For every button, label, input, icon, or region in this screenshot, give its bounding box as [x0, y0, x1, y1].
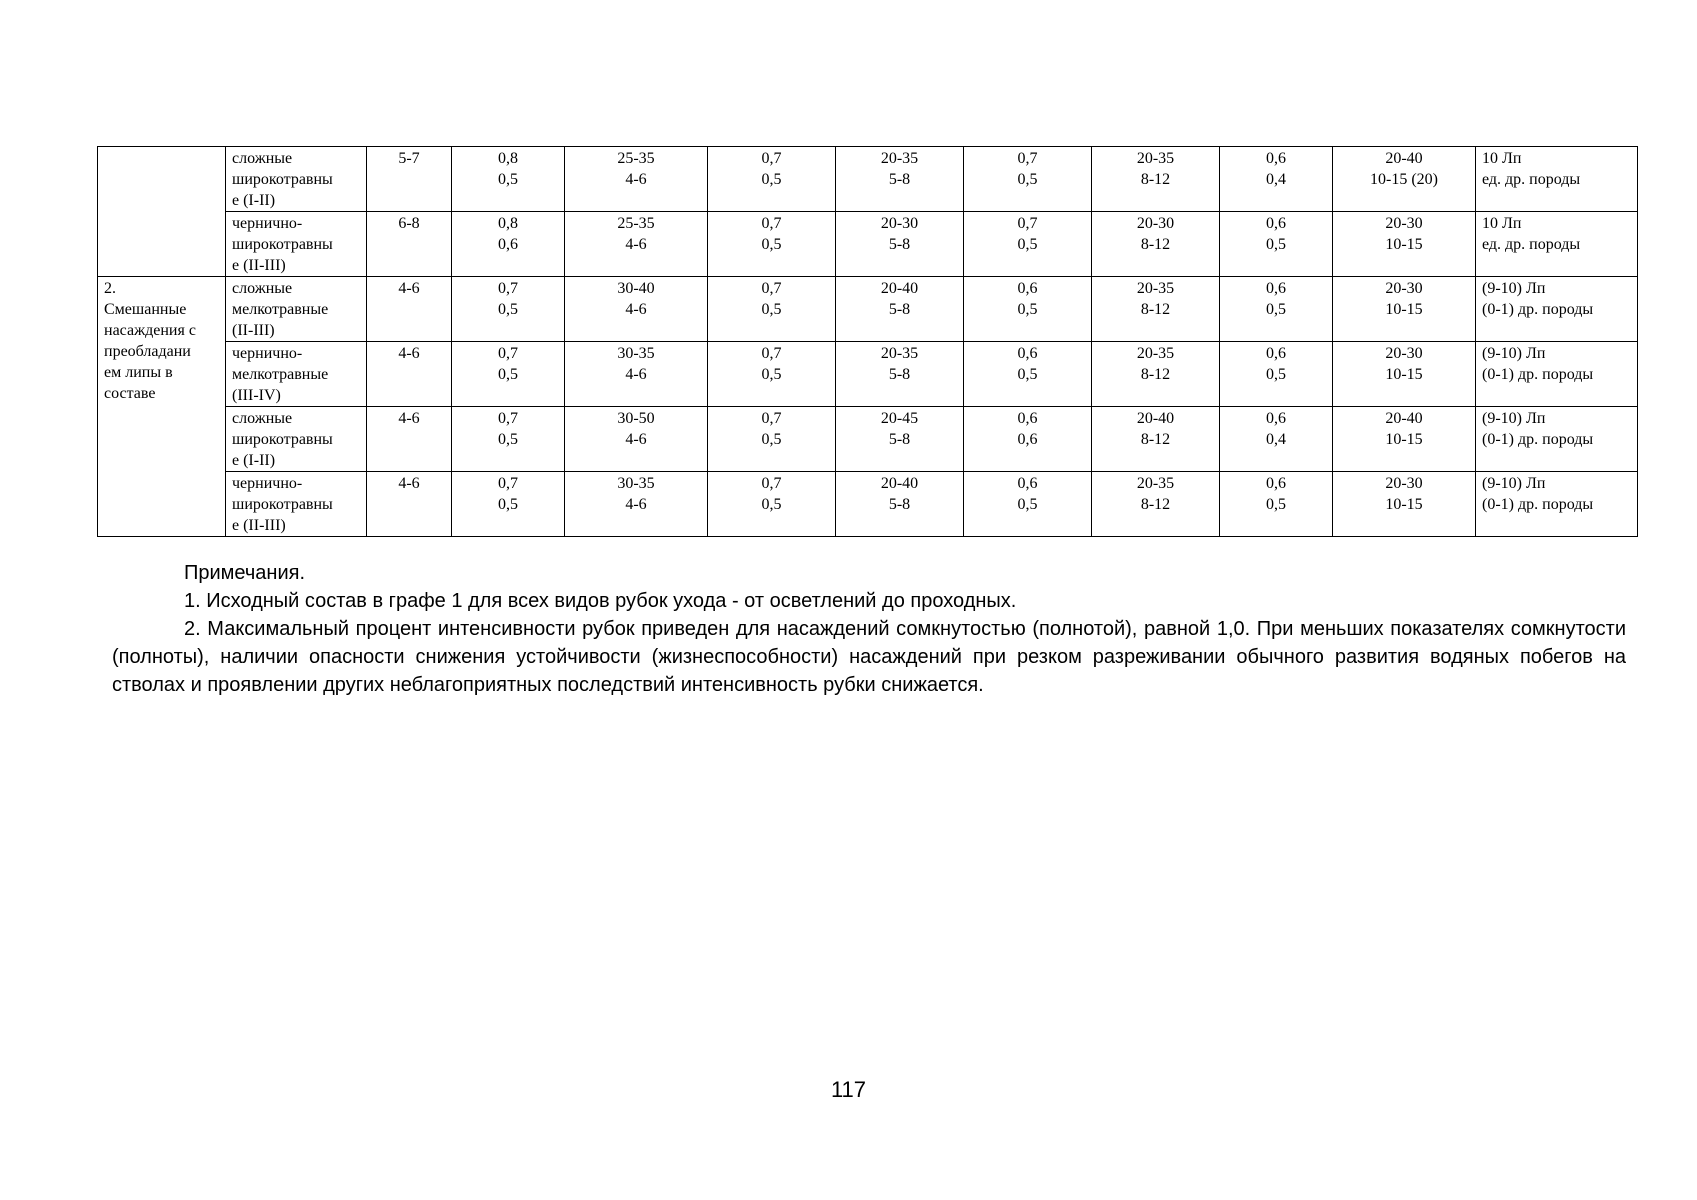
value-cell	[367, 147, 452, 212]
value-line: 0,7	[498, 280, 518, 297]
value-cell	[1092, 407, 1220, 472]
note-item-2: 2. Максимальный процент интенсивности рубок приведен для насаждений сомкнутостью (полнотой), равной 1,0. При меньших показателях сомкнутости (полноты), наличии опасности снижения устойчивости (жизнеспособности) насаждений при резком разреживании обычного развития водяных побегов на стволах и проявлении других неблагоприятных последствий интенсивность рубки снижается.	[112, 618, 1626, 696]
value-line: 20-40	[1385, 410, 1423, 427]
forest-type-line: широкотравны	[232, 171, 333, 188]
value-cell	[452, 147, 565, 212]
value-line: 0,5	[498, 171, 518, 188]
value-line: 0,4	[1266, 171, 1286, 188]
value-cell	[367, 342, 452, 407]
value-line: 5-8	[888, 431, 911, 448]
composition-line: (0-1) др. породы	[1482, 301, 1594, 318]
forest-type-cell	[226, 212, 367, 277]
value-line: 0,6	[1017, 345, 1038, 362]
table-row	[98, 472, 1638, 537]
value-cell	[367, 212, 452, 277]
value-line: 0,5	[1017, 496, 1038, 513]
value-line: 0,5	[761, 431, 782, 448]
value-cell	[836, 212, 964, 277]
value-line: 0,6	[498, 236, 518, 253]
value-line: 0,7	[498, 475, 518, 492]
value-line: 0,5	[761, 496, 782, 513]
group-line: ем липы в	[104, 364, 173, 381]
value-line: 8-12	[1140, 236, 1171, 253]
value-line: 4-6	[625, 236, 647, 253]
table-row	[98, 407, 1638, 472]
value-line: 30-35	[617, 475, 655, 492]
value-line: 10-15 (20)	[1370, 171, 1438, 188]
composition-cell	[1476, 277, 1638, 342]
forest-type-cell	[226, 407, 367, 472]
forest-type-cell	[226, 277, 367, 342]
value-line: 0,5	[1017, 171, 1038, 188]
value-line: 0,5	[1017, 366, 1038, 383]
value-cell	[1092, 342, 1220, 407]
value-line: 30-35	[617, 345, 655, 362]
value-line: 4-6	[625, 496, 647, 513]
composition-line: 10 Лп	[1482, 215, 1522, 232]
value-cell	[1092, 212, 1220, 277]
value-line: 10-15	[1385, 431, 1423, 448]
forest-type-cell	[226, 472, 367, 537]
value-line: 20-35	[1136, 345, 1175, 362]
value-line: 5-8	[888, 496, 911, 513]
forest-type-cell	[226, 147, 367, 212]
forest-type-line: мелкотравные	[232, 366, 329, 383]
value-line: 0,6	[1266, 150, 1286, 167]
value-cell	[708, 342, 836, 407]
value-line: 0,7	[761, 280, 782, 297]
value-cell	[708, 407, 836, 472]
value-line: 20-30	[1385, 475, 1423, 492]
value-line: 0,6	[1266, 280, 1286, 297]
forest-type-line: е (I-II)	[232, 452, 276, 469]
value-cell	[452, 472, 565, 537]
forest-type-line: широкотравны	[232, 236, 333, 253]
value-line: 0,7	[761, 150, 782, 167]
forest-type-line: сложные	[232, 410, 293, 427]
value-line: 25-35	[617, 215, 655, 232]
composition-line: (0-1) др. породы	[1482, 366, 1594, 383]
value-line: 4-6	[398, 475, 420, 492]
value-line: 5-8	[888, 171, 911, 188]
value-line: 20-45	[880, 410, 919, 427]
value-line: 8-12	[1140, 496, 1171, 513]
value-cell	[1220, 277, 1333, 342]
value-line: 20-30	[880, 215, 919, 232]
composition-cell	[1476, 147, 1638, 212]
value-line: 0,5	[498, 366, 518, 383]
value-cell	[1333, 147, 1476, 212]
forest-type-cell	[226, 342, 367, 407]
value-line: 0,5	[761, 171, 782, 188]
value-line: 4-6	[398, 345, 420, 362]
group-line: составе	[104, 385, 156, 402]
composition-line: (9-10) Лп	[1482, 345, 1546, 362]
value-line: 20-30	[1385, 215, 1423, 232]
value-line: 0,5	[498, 301, 518, 318]
value-line: 20-35	[1136, 280, 1175, 297]
value-line: 10-15	[1385, 301, 1423, 318]
value-line: 20-40	[1385, 150, 1423, 167]
group-line: преобладани	[104, 343, 191, 360]
value-cell	[1333, 212, 1476, 277]
forest-type-line: широкотравны	[232, 431, 333, 448]
composition-line: (9-10) Лп	[1482, 475, 1546, 492]
value-line: 20-35	[1136, 150, 1175, 167]
value-cell	[1092, 277, 1220, 342]
notes-title: Примечания.	[184, 562, 306, 584]
value-line: 0,5	[761, 301, 782, 318]
value-line: 5-8	[888, 236, 911, 253]
forest-type-line: сложные	[232, 280, 293, 297]
value-line: 8-12	[1140, 171, 1171, 188]
value-line: 8-12	[1140, 301, 1171, 318]
value-line: 0,6	[1017, 475, 1038, 492]
value-cell	[708, 472, 836, 537]
group-line: 2.	[104, 280, 116, 297]
value-cell	[1092, 472, 1220, 537]
value-line: 8-12	[1140, 366, 1171, 383]
forest-type-line: мелкотравные	[232, 301, 329, 318]
value-line: 0,6	[1266, 475, 1286, 492]
value-line: 20-30	[1385, 280, 1423, 297]
value-cell	[367, 407, 452, 472]
value-line: 4-6	[625, 431, 647, 448]
value-line: 20-30	[1136, 215, 1175, 232]
value-cell	[964, 472, 1092, 537]
value-line: 20-40	[880, 280, 919, 297]
value-cell	[565, 407, 708, 472]
composition-line: (9-10) Лп	[1482, 280, 1546, 297]
group-cell-empty	[98, 147, 226, 277]
value-line: 20-30	[1385, 345, 1423, 362]
value-cell	[1220, 212, 1333, 277]
table-row	[98, 342, 1638, 407]
composition-line: ед. др. породы	[1482, 171, 1581, 188]
value-line: 0,7	[761, 475, 782, 492]
table-body	[98, 147, 1638, 537]
value-line: 0,5	[1266, 496, 1286, 513]
value-line: 0,5	[498, 431, 518, 448]
composition-line: 10 Лп	[1482, 150, 1522, 167]
value-cell	[452, 407, 565, 472]
composition-cell	[1476, 342, 1638, 407]
value-line: 20-40	[880, 475, 919, 492]
value-line: 4-6	[398, 410, 420, 427]
composition-cell	[1476, 407, 1638, 472]
value-line: 5-8	[888, 366, 911, 383]
forest-type-line: сложные	[232, 150, 293, 167]
forest-type-line: широкотравны	[232, 496, 333, 513]
value-line: 30-40	[617, 280, 655, 297]
value-cell	[708, 212, 836, 277]
composition-line: (9-10) Лп	[1482, 410, 1546, 427]
value-cell	[452, 212, 565, 277]
notes-section	[112, 559, 1626, 699]
value-cell	[1092, 147, 1220, 212]
value-cell	[1333, 277, 1476, 342]
value-cell	[964, 147, 1092, 212]
value-cell	[836, 407, 964, 472]
value-line: 0,6	[1266, 345, 1286, 362]
value-line: 5-8	[888, 301, 911, 318]
group-line: Смешанные	[104, 301, 187, 318]
value-line: 0,7	[761, 410, 782, 427]
forest-type-line: (II-III)	[232, 322, 275, 339]
table-row	[98, 277, 1638, 342]
value-line: 0,5	[498, 496, 518, 513]
forest-type-line: е (II-III)	[232, 517, 286, 534]
value-line: 0,8	[498, 150, 518, 167]
value-line: 0,7	[498, 410, 518, 427]
value-cell	[1333, 342, 1476, 407]
forest-type-line: чернично-	[232, 345, 303, 362]
value-line: 20-35	[880, 150, 919, 167]
group-cell	[98, 277, 226, 537]
value-cell	[964, 212, 1092, 277]
value-line: 4-6	[398, 280, 420, 297]
value-cell	[836, 147, 964, 212]
value-line: 30-50	[617, 410, 655, 427]
value-cell	[836, 472, 964, 537]
value-line: 0,6	[1266, 410, 1286, 427]
value-line: 8-12	[1140, 431, 1171, 448]
group-line: насаждения с	[104, 322, 196, 339]
value-line: 0,5	[761, 366, 782, 383]
value-line: 25-35	[617, 150, 655, 167]
value-line: 6-8	[398, 215, 420, 232]
value-line: 10-15	[1385, 496, 1423, 513]
value-line: 10-15	[1385, 236, 1423, 253]
value-cell	[1333, 407, 1476, 472]
value-cell	[565, 212, 708, 277]
value-line: 20-40	[1136, 410, 1175, 427]
value-cell	[1220, 407, 1333, 472]
value-line: 0,6	[1017, 280, 1038, 297]
value-cell	[1220, 472, 1333, 537]
table-row	[98, 212, 1638, 277]
value-cell	[367, 277, 452, 342]
value-cell	[964, 342, 1092, 407]
value-cell	[964, 407, 1092, 472]
value-line: 10-15	[1385, 366, 1423, 383]
value-line: 0,4	[1266, 431, 1286, 448]
value-line: 0,7	[498, 345, 518, 362]
composition-cell	[1476, 472, 1638, 537]
value-cell	[452, 277, 565, 342]
composition-line: ед. др. породы	[1482, 236, 1581, 253]
value-line: 0,6	[1017, 431, 1038, 448]
value-line: 0,6	[1266, 215, 1286, 232]
value-cell	[565, 472, 708, 537]
forest-type-line: е (II-III)	[232, 257, 286, 274]
value-cell	[708, 277, 836, 342]
forest-thinning-table	[97, 146, 1638, 537]
value-cell	[452, 342, 565, 407]
value-line: 0,7	[761, 345, 782, 362]
value-line: 0,5	[761, 236, 782, 253]
value-cell	[565, 342, 708, 407]
value-line: 0,5	[1017, 301, 1038, 318]
composition-cell	[1476, 212, 1638, 277]
value-cell	[1333, 472, 1476, 537]
value-cell	[565, 147, 708, 212]
forest-type-line: чернично-	[232, 475, 303, 492]
table-row	[98, 147, 1638, 212]
value-line: 0,5	[1266, 366, 1286, 383]
value-line: 0,7	[1017, 215, 1038, 232]
page-number: 117	[830, 1077, 867, 1102]
composition-line: (0-1) др. породы	[1482, 496, 1594, 513]
value-cell	[565, 277, 708, 342]
value-line: 0,5	[1266, 301, 1286, 318]
value-line: 0,6	[1017, 410, 1038, 427]
value-line: 5-7	[398, 150, 420, 167]
value-line: 0,5	[1266, 236, 1286, 253]
value-cell	[836, 342, 964, 407]
value-line: 0,7	[1017, 150, 1038, 167]
value-cell	[1220, 147, 1333, 212]
forest-type-line: (III-IV)	[232, 387, 281, 404]
value-cell	[836, 277, 964, 342]
value-line: 0,8	[498, 215, 518, 232]
value-line: 0,5	[1017, 236, 1038, 253]
composition-line: (0-1) др. породы	[1482, 431, 1594, 448]
value-cell	[964, 277, 1092, 342]
value-cell	[1220, 342, 1333, 407]
note-item-1: 1. Исходный состав в графе 1 для всех видов рубок ухода - от осветлений до проходных.	[184, 590, 1017, 612]
forest-type-line: е (I-II)	[232, 192, 276, 209]
value-line: 20-35	[1136, 475, 1175, 492]
value-line: 20-35	[880, 345, 919, 362]
value-cell	[367, 472, 452, 537]
value-line: 4-6	[625, 301, 647, 318]
value-line: 4-6	[625, 171, 647, 188]
value-line: 0,7	[761, 215, 782, 232]
value-cell	[708, 147, 836, 212]
forest-type-line: чернично-	[232, 215, 303, 232]
value-line: 4-6	[625, 366, 647, 383]
